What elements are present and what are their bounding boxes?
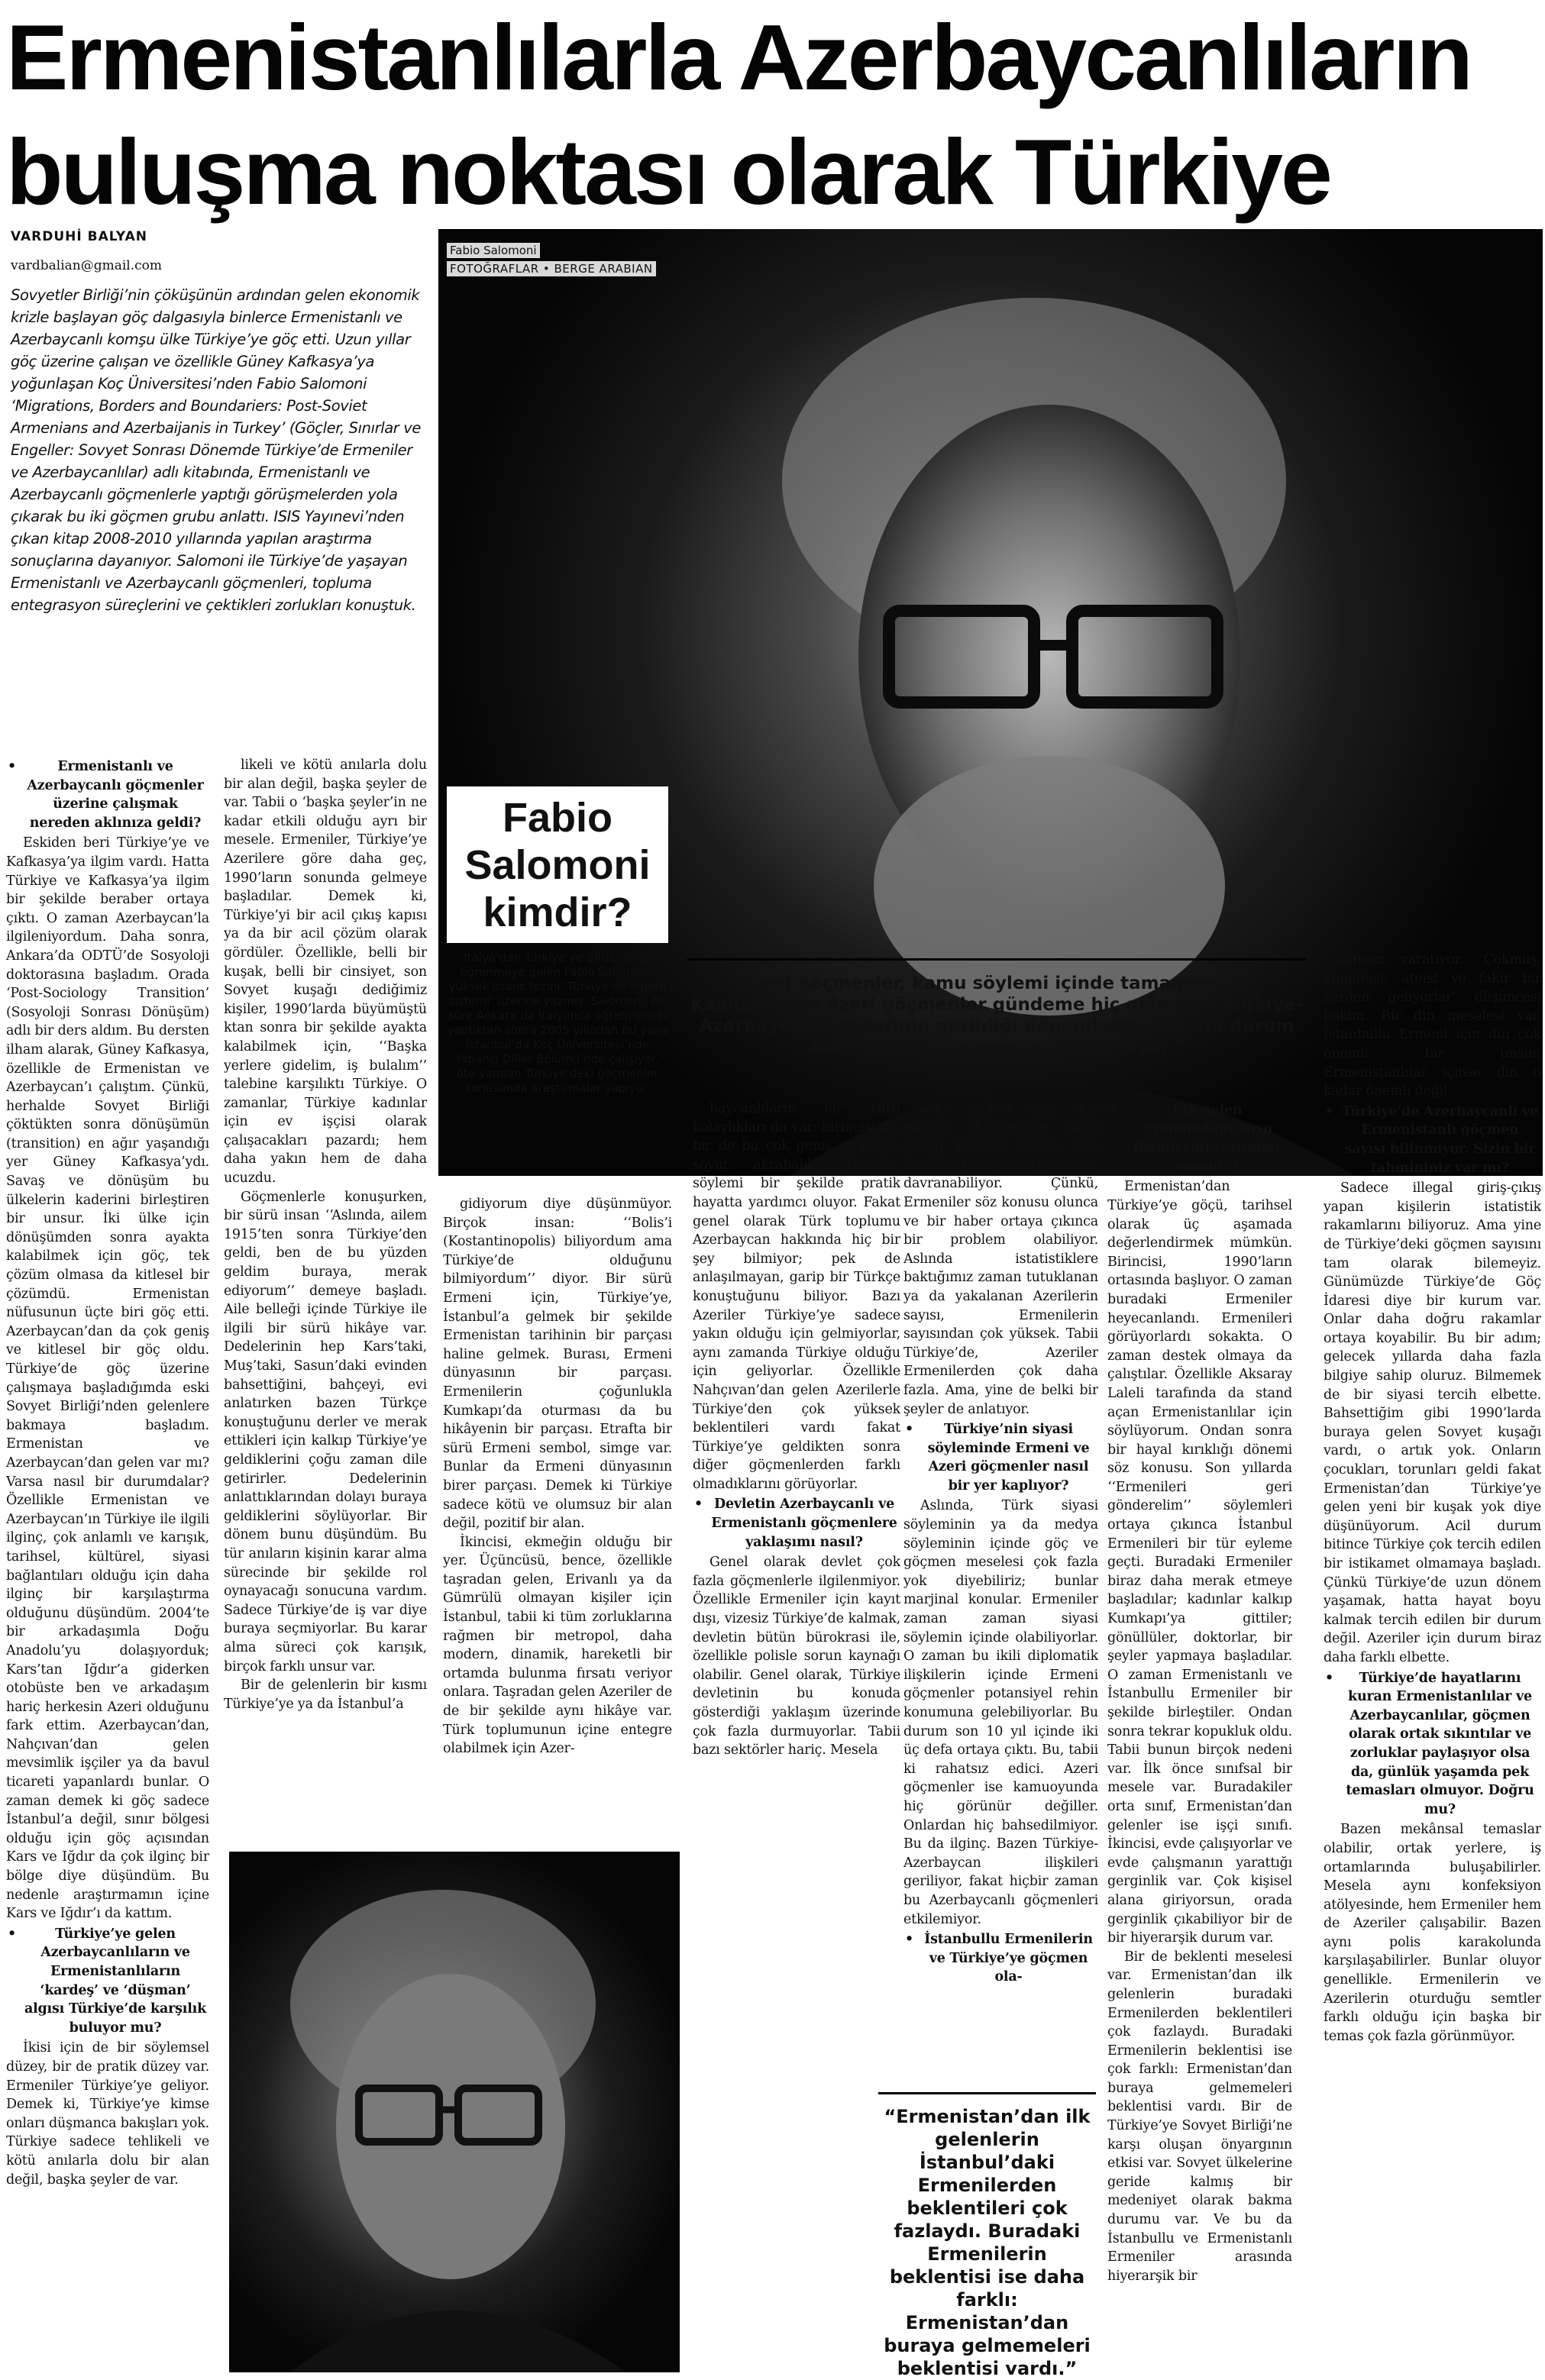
pull-quote-azeri: “Azeri göçmenler, kamu söylemi içinde tamamen yok. Kamuoyunda Azeri göçmenler gündeme hiç gelmiyor. Türkiye-Azerbaycan ilişkilerinin gerildiği dönemlerde bile, bu durum Azerbaycanlı göçmenleri etkilemiyor.” xyxy=(687,958,1306,1058)
lead-paragraph: Sovyetler Birliği’nin çöküşünün ardından gelen ekonomik krizle başlayan göç dalgasıyla binlerce Ermenistanlı ve Azerbaycanlı komşu ülke Türkiye’ye göç etti. Uzun yıllar göç üzerine çalışan ve özellikle Güney Kafkasya’ya yoğunlaşan Koç Üniversitesi’nden Fabio Salomoni ‘Migrations, Borders and Boundariers: Post-Soviet Armenians and Azerbaijanis in Turkey’ (Göçler, Sınırlar ve Engeller: Sovyet Sonrası Dönemde Türkiye’de Ermeniler ve Azerbaycanlılar) adlı kitabında, Ermenistanlı ve Azerbaycanlı göçmenlerle yaptığı görüşmelerden yola çıkarak bu iki göçmen grubu anlattı. ISIS Yayınevi’nden çıkan kitap 2008-2010 yıllarında yapılan araştırma sonuçlarına dayanıyor. Salomoni ile Türkiye’de yaşayan Ermenistanlı ve Azerbaycanlı göçmenleri, topluma entegrasyon süreçlerini ve çektikleri zorlukları konuştuk. xyxy=(11,286,421,614)
answer-paragraph: Bir de beklenti meselesi var. Ermenistan’dan ilk gelenlerin buradaki Ermenilerden beklentileri çok fazlaydı. Buradaki Ermenilerin beklentisi ise çok farklı: Ermenistan’dan buraya gelmemeleri beklentisi vardı. Bir de Türkiye’ye Sovyet Birliği’ne karşı oluşan önyargının etkisi var. Sovyet ülkelerine geride kalmış bir medeniyet olarak bakma durumu var. Ve bu da İstanbullu ve Ermenistanlı Ermeniler arasında hiyerarşik bir xyxy=(1107,1949,1292,2284)
interview-question: • Ermenistanlı ve Azerbaycanlı göçmenler üzerine çalışmak nereden aklınıza geldi? xyxy=(6,757,209,832)
portrait-illustration-secondary xyxy=(229,1852,680,2372)
headline-line-1: Ermenistanlılarla Azerbaycanlıların xyxy=(6,5,1471,109)
sidebar-bio: İtalya’dan Türkiye’ye 2001’de dil öğrenmeye gelen Fabio Salomoni, yüksek lisans tezini ‘Türkiye’de eğitim sistemi’ üzerine yazmış. Salomoni, bir süre Ankara’da İtalyanca öğretmenliği yaptıktan sonra 2005 yılından bu yana İstanbul’da Koç Üniversitesi’nde Yabancı Diller Bölümü’nde çalışıyor, öte yandan Türkiye’deki göçmenler konusunda araştırmalar yapıyor. xyxy=(447,951,668,1095)
interview-question: • Türkiye’de hayatlarını kuran Ermenistanlılar ve Azerbaycanlılar, göçmen olarak ortak sıkıntılar ve zorluklar paylaşıyor olsa da, günlük yaşamda pek temasları olmuyor. Doğru mu? xyxy=(1324,1669,1541,1820)
pull-quote-ermenistan: “Ermenistan’dan ilk gelenlerin İstanbul’daki Ermenilerden beklentileri çok fazlaydı. Buradaki Ermenilerin beklentisi ise daha farklı: Ermenistan’dan buraya gelmemeleri beklentisi vardı.” xyxy=(878,2092,1096,2380)
interview-question: • Türkiye’de Azerbaycanlı ve Ermenistanlı göçmen sayısı bilinmiyor. Sizin bir tahmininiz var mı? xyxy=(1324,1103,1541,1177)
answer-paragraph: Bir de gelenlerin bir kısmı Türkiye’ye ya da İstanbul’a xyxy=(224,1678,427,1712)
headline-line-2: buluşma noktası olarak Türkiye xyxy=(6,120,1330,224)
interview-question: • Türkiye’nin siyasi söyleminde Ermeni ve Azeri göçmenler nasıl bir yer kaplıyor? xyxy=(903,1420,1098,1495)
sidebar-title-box xyxy=(447,786,668,943)
article-column-5 xyxy=(903,1100,1098,2092)
photo-caption-name: Fabio Salomoni xyxy=(447,243,540,258)
interview-question: • İstanbullu Ermenilerin ve Türkiye’ye göçmen ola- xyxy=(903,1930,1098,1987)
author-email[interactable]: vardbalian@gmail.com xyxy=(11,258,163,273)
interview-question: • rak gelen Ermenistanlıların ilişkilerini yorumlar mısınız? xyxy=(1107,1101,1292,1176)
photo-credit: FOTOĞRAFLAR • BERGE ARABIAN xyxy=(447,261,656,276)
answer-paragraph: baycanlıların bir sürü kolaylıkları da var: birincisi dil, bir de bu çok geniş ve bazen soyut akrabalık, Türklük, söylemi bir şekilde pratik hayatta yardımcı oluyor. Fakat genel olarak Türk toplumu Azerbaycan hakkında hiç bir şey bilmiyor; pek de anlaşılmayan, garip bir Türkçe konuştuğunu biliyor. Bazı Azeriler Türkiye’ye sadece yakın olduğu için gelmiyorlar, aynı zamanda Türkiye olduğu için geliyorlar. Özellikle Nahçıvan’dan gelen Azerilerle Türkiye’den çok yüksek beklentileri vardı fakat Türkiye’ye geldikten sonra diğer göçmenlerden farklı olmadıklarını görüyorlar. xyxy=(693,1101,900,1492)
author-byline: VARDUHİ BALYAN xyxy=(11,229,148,244)
answer-paragraph: İkisi için de bir söylemsel düzey, bir de pratik düzey var. Ermeniler Türkiye’ye geliyor. Demek ki, Türkiye’ye kimse onları düşmanca bakışları yok. Türkiye sadece tehlikeli ve kötü anılarla dolu bir alan değil, başka şeyler de var. xyxy=(6,2040,209,2188)
answer-paragraph: Eskiden beri Türkiye’ye ve Kafkasya’ya ilgim vardı. Hatta Türkiye ve Kafkasya’ya ilgim bir şekilde beraber ortaya çıktı. O zaman Azerbaycan’la ilgileniyordum. Daha sonra, Ankara’da ODTÜ’de Sosyoloji doktorasına başladım. Orada ‘Post-Sociology Transition’ (Sosyoloji Sonrası Dönüşüm) adlı bir ders aldım. Bu dersten ilham alarak, Güney Kafkasya, özellikle de Ermenistan ve Azerbaycan’ı çalıştım. Çünkü, herhalde Sovyet Birliği çöktükten sonra dönüşümün (transition) en ağır yaşandığı yer Güney Kafkasya’ydı. Savaş ve dönüşüm bu ülkelerin kaderini birleştiren bir unsur. İki ülke için dönüşümden sonra ayakta kalabilmek için göç, tek çözüm olmasa da kitlesel bir çözümdü. Ermenistan nüfusunun üçte biri göç etti. Azerbaycan’dan da çok geniş ve kitlesel bir göç oldu. Türkiye’de göç üzerine çalışmaya başladığımda eski Sovyet Birliği’nden gelenlere bakmaya başladım. Ermenistan ve Azerbaycan’dan gelen var mı? Varsa nasıl bir durumdalar? Özellikle Ermenistan ve Azerbaycan’ın Türkiye ile ilgili ilginç, çok anlamlı ve karışık, tarihsel, kültürel, siyasi bağlantıları olduğu için daha ilginç bir karşılaştırma olduğunu düşündüm. 2004’te bir arkadaşımla Doğu Anadolu’yu dolaşıyorduk; Kars’tan Iğdır’a giderken otobüste ben ve arkadaşım hariç herkesin Azeri olduğunu fark ettim. Azerbaycan’dan, Nahçıvan’dan gelen mevsimlik işçiler ya da bavul ticareti yapanlardı bunlar. O zaman demek ki göç sadece İstanbul’a değil, sınır bölgesi olduğu için göç açısından Kars ve Iğdır da çok ilginç bir bölge diye düşündüm. Bu nedenle araştırmamın içine Kars ve Iğdır’ı da kattım. xyxy=(6,835,209,1922)
headline xyxy=(6,0,1541,229)
answer-paragraph: Aslında, Türk siyasi söyleminin ya da medya söyleminin içinde göç ve göçmen meselesi çok fazla yok diyebiliriz; bunlar marjinal konular. Ermeniler zaman zaman siyasi söylemin içinde olabiliyorlar. O zaman bu ikili diplomatik ilişkilerin içinde Ermeni göçmenler potansiyel rehin konumuna gelebiliyorlar. Bu durum son 10 yıl içinde iki üç defa ortaya çıktı. Bu, tabii ki rahatsız edici. Azeri göçmenler ise kamuoyunda hiç görünür değiller. Onlardan hiç bahsedilmiyor. Bu da ilginç. Bazen Türkiye-Azerbaycan ilişkileri geriliyor, fakat hiçbir zaman bu Azerbaycanlı göçmenleri etkilemiyor. xyxy=(903,1498,1098,1927)
portrait-photo-secondary xyxy=(229,1852,680,2372)
answer-paragraph: İkincisi, ekmeğin olduğu bir yer. Üçüncüsü, bence, özellikle taşradan gelen, Erivanlı ya da Gümrülü olmayan kişiler için İstanbul, tabii ki tüm zorluklarına rağmen bir metropol, daha modern, dinamik, hareketli bir ortamda bulunma fırsatı veriyor onlara. Taşradan gelen Azeriler de de bir şekilde aynı hikâye var. Türk toplumunun içine entegre olabilmek için Azer- xyxy=(443,1534,672,1757)
answer-paragraph: seks işçileri sınır dışı ediliyor. Ermenilere karşı bazen Ermeni olduğu için özellikle polis, daha yumuşak davranabiliyor. Çünkü, Ermeniler söz konusu olunca ve bir haber ortaya çıkınca bir problem olabiliyor. Aslında istatistiklere baktığımız zaman tutuklanan ya da yakalanan Azerilerin sayısı, Ermenilerin sayısından çok yüksek. Tabii Türkiye’de, Azeriler Ermenilerden çok daha fazla. Ama, yine de belki bir şeyler de anlatıyor. xyxy=(903,1101,1098,1417)
answer-paragraph: durum yaratıyor. ‘Çökmüş, komünist, ateist ve fakir bir yerden geliyorlar’ düşüncesi hakim. Bir din meselesi var. İstanbullu Ermeni için din çok önemli bir unsur. Ermenistanlılar içinse din o kadar önemli değil. xyxy=(1324,952,1541,1100)
answer-paragraph: Göçmenlerle konuşurken, bir sürü insan ‘‘Aslında, ailem 1915’ten sonra Türkiye’den geldi, ben de bu yüzden geldim buraya, merak ediyorum’’ demeye başladı. Aile belleği içinde Türkiye ile ilgili bir sürü hikâye var. Dedelerinin hep Kars’taki, Muş’taki, Sasun’daki evinden bahsettiğini, bahçeyi, evi anlatırken bazen Türkçe konuştuğunu derler ve merak ettikleri için kalkıp Türkiye’ye geldiklerini çoğu zaman dile getirirler. Dedelerinin anlattıklarından dolayı buraya geldiklerini söylüyorlar. Bir dönem bunu düşündüm. Bu tür anıların kişinin karar alma sürecinde bir şekilde rol oynayacağı sonucuna vardım. Sadece Türkiye’de iş var diye buraya seçmiyorlar. Bu karar alma süreci çok karışık, birçok farklı unsur var. xyxy=(224,1189,427,1674)
interview-question: • Devletin Azerbaycanlı ve Ermenistanlı göçmenlere yaklaşımı nasıl? xyxy=(693,1495,900,1552)
article-column-6 xyxy=(1107,1100,1292,2371)
article-column-2 xyxy=(224,756,427,1848)
article-column-7 xyxy=(1324,951,1541,2371)
article-column-4 xyxy=(693,1100,900,2119)
article-column-1 xyxy=(6,756,209,2371)
sidebar-title: Fabio Salomoni kimdir? xyxy=(464,794,651,935)
answer-paragraph: gidiyorum diye düşünmüyor. Birçok insan: ‘‘Bolis’i (Kostantinopolis) biliyordum ama Türkiye’de olduğunu bilmiyordum’’ diyor. Bir sürü Ermeni için, Türkiye’ye, İstanbul’a gelmek bir şekilde Ermenistan tarihinin bir parçası haline gelmek. Burası, Ermeni dünyasının bir parçası. Ermenilerin çoğunlukla Kumkapı’da oturması da bu hikâyenin bir parçası. Etrafta bir sürü Ermeni sembol, simge var. Bunlar da Ermeni dünyasının birer parçası. Demek ki Türkiye sadece kötü ve olumsuz bir alan değil, pozitif bir alan. xyxy=(443,1196,672,1532)
answer-paragraph: likeli ve kötü anılarla dolu bir alan değil, başka şeyler de var. Tabii o ‘başka şeyler’in ne kadar etkili olduğu ayrı bir mesele. Ermeniler, Türkiye’ye Azerilere göre daha geç, 1990’ların sonunda gelmeye başladılar. Demek ki, Türkiye’yi bir acil çıkış kapısı ya da bir acil çözüm olarak gördüler. Özellikle, belli bir kuşak, belli bir cinsiyet, son Sovyet kuşağı dediğimiz kişiler, 1990’larda büyümüştü ktan sonra bir şekilde ayakta kalabilmek için, ‘‘Başka yerlere gidelim, iş bulalım’’ talebine karşılıktı Türkiye. O zamanlar, Türkiye kadınlar için ev işçisi olarak çalışacakları pazardı; hem daha yakın hem de daha ucuzdu. xyxy=(224,757,427,1187)
interview-question: • Türkiye’ye gelen Azerbaycanlıların ve Ermenistanlıların ‘kardeş’ ve ‘düşman’ algısı Türkiye’de karşılık buluyor mu? xyxy=(6,1925,209,2038)
answer-paragraph: Sadece illegal giriş-çıkış yapan kişilerin istatistik rakamlarını biliyoruz. Ama yine de Türkiye’deki göçmen sayısını tam olarak bilemeyiz. Günümüzde Türkiye’de Göç İdaresi diye bir kurum var. Onlar daha doğru rakamlar ortaya koyabilir. Bu bir adım; gelecek yıllarda daha fazla bilgiye sahip oluruz. Bilmemek de bir siyasi tercih elbette. Bahsettiğim gibi 1990’larda buraya gelen Sovyet kuşağı vardı, o artık yok. Onların çocukları, torunları geldi fakat Ermenistan’dan Türkiye’ye gelen yeni bir kuşak yok diye düşünüyorum. Acil durum bitince Türkiye çok tercih edilen bir istikamet olmamaya başladı. Çünkü Türkiye’de uzun dönem yaşamak, hatta hayat boyu kalmak tercih edilen bir durum değil. Azeriler için durum biraz daha farklı elbette. xyxy=(1324,1180,1541,1665)
answer-paragraph: Ermenistan’dan Türkiye’ye göçü, tarihsel olarak üç aşamada değerlendirmek mümkün. Birincisi, 1990’ların ortasında başlıyor. O zaman buradaki Ermeniler heyecanlandı. Ermenileri görüyorlardı sokakta. O zaman destek olmaya da çalıştılar. Özellikle Aksaray Laleli tarafında da stand açan Ermenistanlılar için söylüyorum. Ondan sonra bir hayal kırıklığı dönemi söz konusu. Son yıllarda ‘‘Ermenileri geri gönderelim’’ söylemleri ortaya çıkınca İstanbul Ermenileri bir tür eyleme geçti. Buradaki Ermeniler biraz daha merak etmeye başladılar; kadınlar kalkıp Kumkapı’ya gittiler; gönüllüler, doktorlar, bir şeyler yapmaya başladılar. O zaman Ermenistanlı ve İstanbullu Ermeniler bir şekilde birleştiler. Ondan sonra tekrar kopukluk oldu. Tabii bunun birçok nedeni var. İlk önce sınıfsal bir mesele var. Buradakiler orta sınıf, Ermenistan’dan gelenler ise işçi sınıfı. İkincisi, evde çalışıyorlar ve evde çalışmanın yarattığı gerginlik var. Çok kişisel alana giriyorsun, orada gerginlik çıkabiliyor bir de bir hiyerarşik durum var. xyxy=(1107,1179,1292,1946)
answer-paragraph: Bazen mekânsal temaslar olabilir, ortak yerlere, iş ortamlarında buluşabilirler. Mesela aynı konfeksiyon atölyesinde, hem Ermeniler hem de Azeriler çalışabilir. Bazen aynı polis karakolunda karşılaşabilirler. Bunlar oluyor genellikle. Ermenilerin ve Azerilerin oturduğu semtler farklı olduğu için başka bir temas çok fazla görünmüyor. xyxy=(1324,1822,1541,2044)
answer-paragraph: Genel olarak devlet çok fazla göçmenlerle ilgilenmiyor. Özellikle Ermeniler için kayıt dışı, vizesiz Türkiye’de kalmak, devletin bütün bürokrasi ile, özellikle polisle sorun kaynağı olabilir. Genel olarak, Türkiye devletinin bu konuda gösterdiği yaklaşım üzerinde çok fazla durmuyorlar. Tabii bazı sektörler hariç. Mesela xyxy=(693,1555,900,1758)
